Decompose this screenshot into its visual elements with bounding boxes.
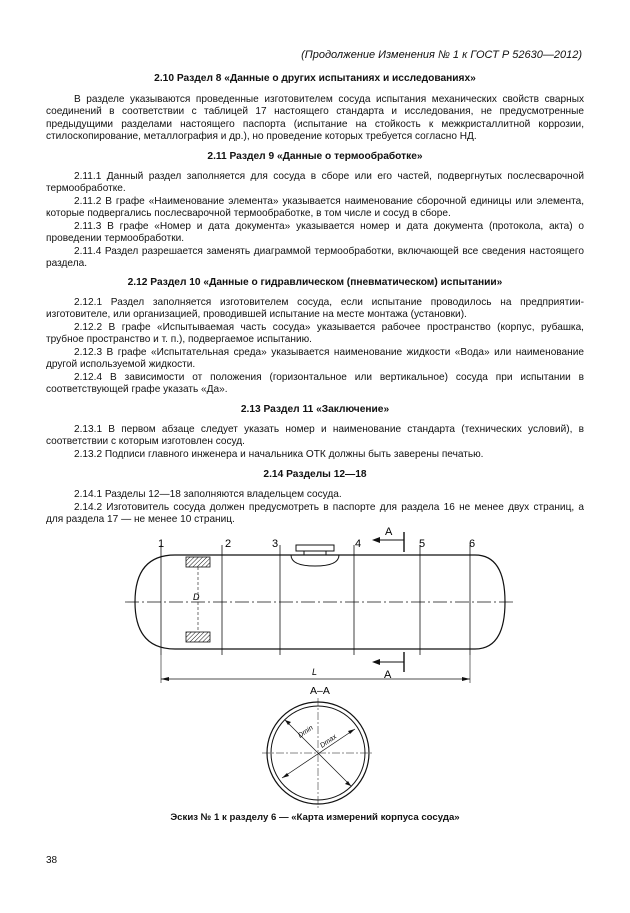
figure-caption: Эскиз № 1 к разделу 6 — «Карта измерений корпуса сосуда» — [170, 812, 460, 823]
station-label-4: 4 — [355, 538, 362, 550]
paragraph-text: 2.13.2 Подписи главного инженера и начальника ОТК должны быть заверены печатью. — [74, 449, 484, 460]
paragraph-text: 2.11.1 Данный раздел заполняется для сосуда в сборе или его частей, подвергнутых послесварочной термообработке. — [46, 171, 584, 195]
length-label: L — [312, 667, 318, 677]
section-title: A–A — [310, 685, 330, 697]
paragraph-text: 2.12.2 В графе «Испытываемая часть сосуда» указывается рабочее пространство (корпус, рубашка, трубное пространство и т. п.), подвергаемое испытанию. — [46, 322, 584, 346]
heading-2-14: 2.14 Разделы 12—18 — [263, 469, 367, 480]
section-mark-top: A — [385, 526, 393, 538]
paragraph-text: В разделе указываются проведенные изготовителем сосуда испытания механических свойств сварных соединений в соответствии с таблицей 17 настоящего стандарта и исследования, не предусмотренные предыдущими разделами настоящего паспорта (испытание на стойкость к межкристаллитной коррозии, стилоскопирование, металлография и др.), но проведение которых требуется согласно НД. — [46, 94, 584, 142]
diameter-label: D — [193, 592, 200, 602]
heading-2-11: 2.11 Раздел 9 «Данные о термообработке» — [207, 151, 423, 162]
paragraph-text: 2.11.3 В графе «Номер и дата документа» указывается номер и дата документа (протокола, акта) о проведении термообработки. — [46, 221, 584, 245]
paragraph-text: 2.12.3 В графе «Испытательная среда» указывается наименование жидкости «Вода» или наименование другой используемой жидкости. — [46, 347, 584, 371]
running-header: (Продолжение Изменения № 1 к ГОСТ Р 52630—2012) — [301, 49, 582, 61]
d-min-label: Dmin — [297, 724, 315, 740]
heading-2-13: 2.13 Раздел 11 «Заключение» — [240, 404, 390, 415]
paragraph-text: 2.11.2 В графе «Наименование элемента» указывается наименование сборочной единицы или элемента, которые подвергались послесварочной термообработке, в том числе и сосуд в сборе. — [46, 196, 584, 220]
station-label-3: 3 — [272, 538, 279, 550]
d-max-line — [282, 729, 355, 778]
nozzle-flange — [296, 545, 334, 551]
station-label-5: 5 — [419, 538, 426, 550]
heading-2-10: 2.10 Раздел 8 «Данные о других испытаниях и исследованиях» — [154, 73, 476, 84]
station-label-6: 6 — [469, 538, 476, 550]
paragraph-text: 2.13.1 В первом абзаце следует указать номер и наименование стандарта (технических условий), в соответствии с которым изготовлен сосуд. — [46, 424, 584, 448]
paragraph-text: 2.14.1 Разделы 12—18 заполняются владельцем сосуда. — [74, 489, 342, 500]
top-nozzle — [291, 555, 339, 566]
paragraph-text: 2.11.4 Раздел разрешается заменять диаграммой термообработки, включающей все сведения настоящего раздела. — [46, 246, 584, 270]
paragraph-text: 2.14.2 Изготовитель сосуда должен предусмотреть в паспорте для раздела 16 не менее двух страниц, а для раздела 17 — не менее 10 страниц. — [46, 502, 584, 526]
station-label-2: 2 — [225, 538, 232, 550]
page-number: 38 — [46, 855, 58, 866]
hatched-block-bottom — [186, 632, 210, 642]
paragraph-text: 2.12.4 В зависимости от положения (горизонтальное или вертикальное) сосуда при испытании в соответствующей графе указать «Да». — [46, 372, 584, 396]
station-label-1: 1 — [158, 538, 165, 550]
d-max-label: Dmax — [319, 733, 339, 750]
paragraph-text: 2.12.1 Раздел заполняется изготовителем сосуда, если испытание проводилось на предприятии-изготовителе, или организацией, проводившей испытание на месте монтажа (установки). — [46, 297, 584, 321]
section-mark-bottom: A — [384, 669, 392, 681]
heading-2-12: 2.12 Раздел 10 «Данные о гидравлическом (пневматическом) испытании» — [127, 277, 503, 288]
hatched-block-top — [186, 557, 210, 567]
